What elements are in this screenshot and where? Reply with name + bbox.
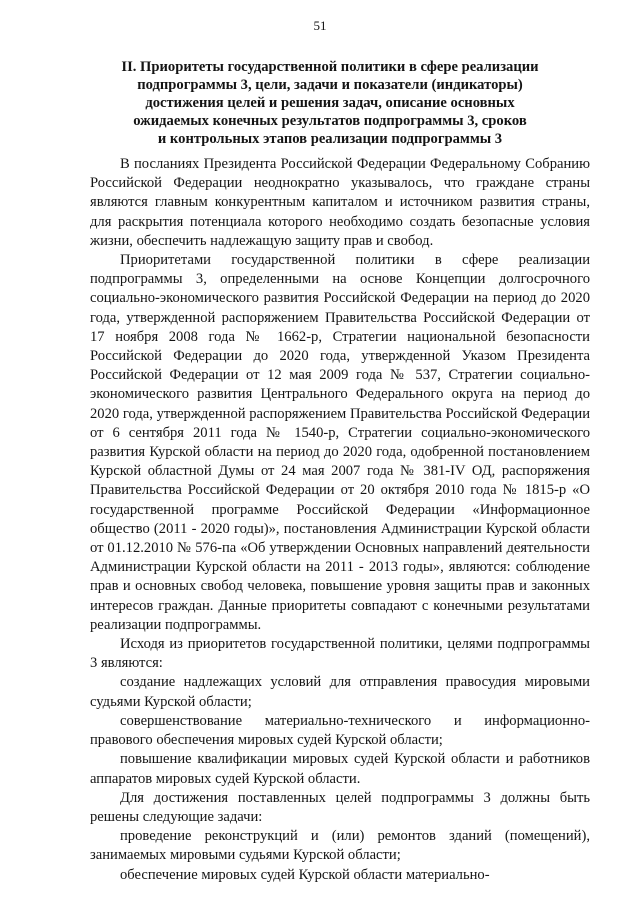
heading-line: достижения целей и решения задач, описание основных [145,95,515,111]
paragraph-goal-3: повышение квалификации мировых судей Курской области и работников аппаратов мировых судей Курской области. [90,751,590,787]
heading-line: II. Приоритеты государственной политики в сфере реализации [121,59,539,75]
heading-line: ожидаемых конечных результатов подпрограммы 3, сроков [133,113,527,129]
paragraph-messages: В посланиях Президента Российской Федерации Федеральному Собранию Российской Федерации неоднократно указывалось, что граждане страны являются главным конкурентным капиталом и источником развития страны, для раскрытия потенциала которого необходимо создать безопасные условия жизни, обеспечить надлежащую защиту прав и свобод. [90,156,590,249]
paragraph-tasks-intro: Для достижения поставленных целей подпрограммы 3 должны быть решены следующие задачи: [90,789,590,825]
paragraph-priorities: Приоритетами государственной политики в сфере реализации подпрограммы 3, определенными на основе Концепции долгосрочного социально-экономического развития Российской Федерации на период до 2020 года, утвержденной распоряжением Правительства Российской Федерации от 17 ноября 2008 года № 1662-р, Стратегии национальной безопасности Российской Федерации до 2020 года, утвержденной Указом Президента Российской Федерации от 12 мая 2009 года № 537, Стратегии социально-экономического развития Центрального Федерального округа на период до 2020 года, утвержденной распоряжением Правительства Российской Федерации от 6 сентября 2011 года № 1540-р, Стратегии социально-экономического развития Курской области на период до 2020 года, одобренной постановлением Курской областной Думы от 24 мая 2007 года № 381-IV ОД, распоряжения Правительства Российской Федерации от 20 октября 2010 года № 1815-р «О государственной программе Российской Федерации «Информационное общество (2011 - 2020 годы)», постановления Администрации Курской области от 01.12.2010 № 576-па «Об утверждении Основных направлений деятельности Администрации Курской области на 2011 - 2013 годы», являются: соблюдение прав и основных свобод человека, повышение уровня защиты прав и законных интересов граждан. Данные приоритеты совпадают с конечными результатами реализации подпрограммы. [90,252,590,633]
paragraph-goal-1: создание надлежащих условий для отправления правосудия мировыми судьями Курской области; [90,674,590,710]
paragraph-task-2: обеспечение мировых судей Курской области материально- [120,866,490,883]
body-text [90,155,590,885]
heading-line: подпрограммы 3, цели, задачи и показатели (индикаторы) [137,77,523,93]
page-number: 51 [313,18,327,33]
heading-line: и контрольных этапов реализации подпрограммы 3 [157,131,503,147]
paragraph-goal-2: совершенствование материально-технического и информационно-правового обеспечения мировых судей Курской области; [90,712,590,749]
section-heading [90,58,570,148]
paragraph-goals-intro: Исходя из приоритетов государственной политики, целями подпрограммы 3 являются: [90,636,590,672]
paragraph-task-1: проведение реконструкций и (или) ремонтов зданий (помещений), занимаемых мировыми судьями Курской области; [90,828,590,864]
